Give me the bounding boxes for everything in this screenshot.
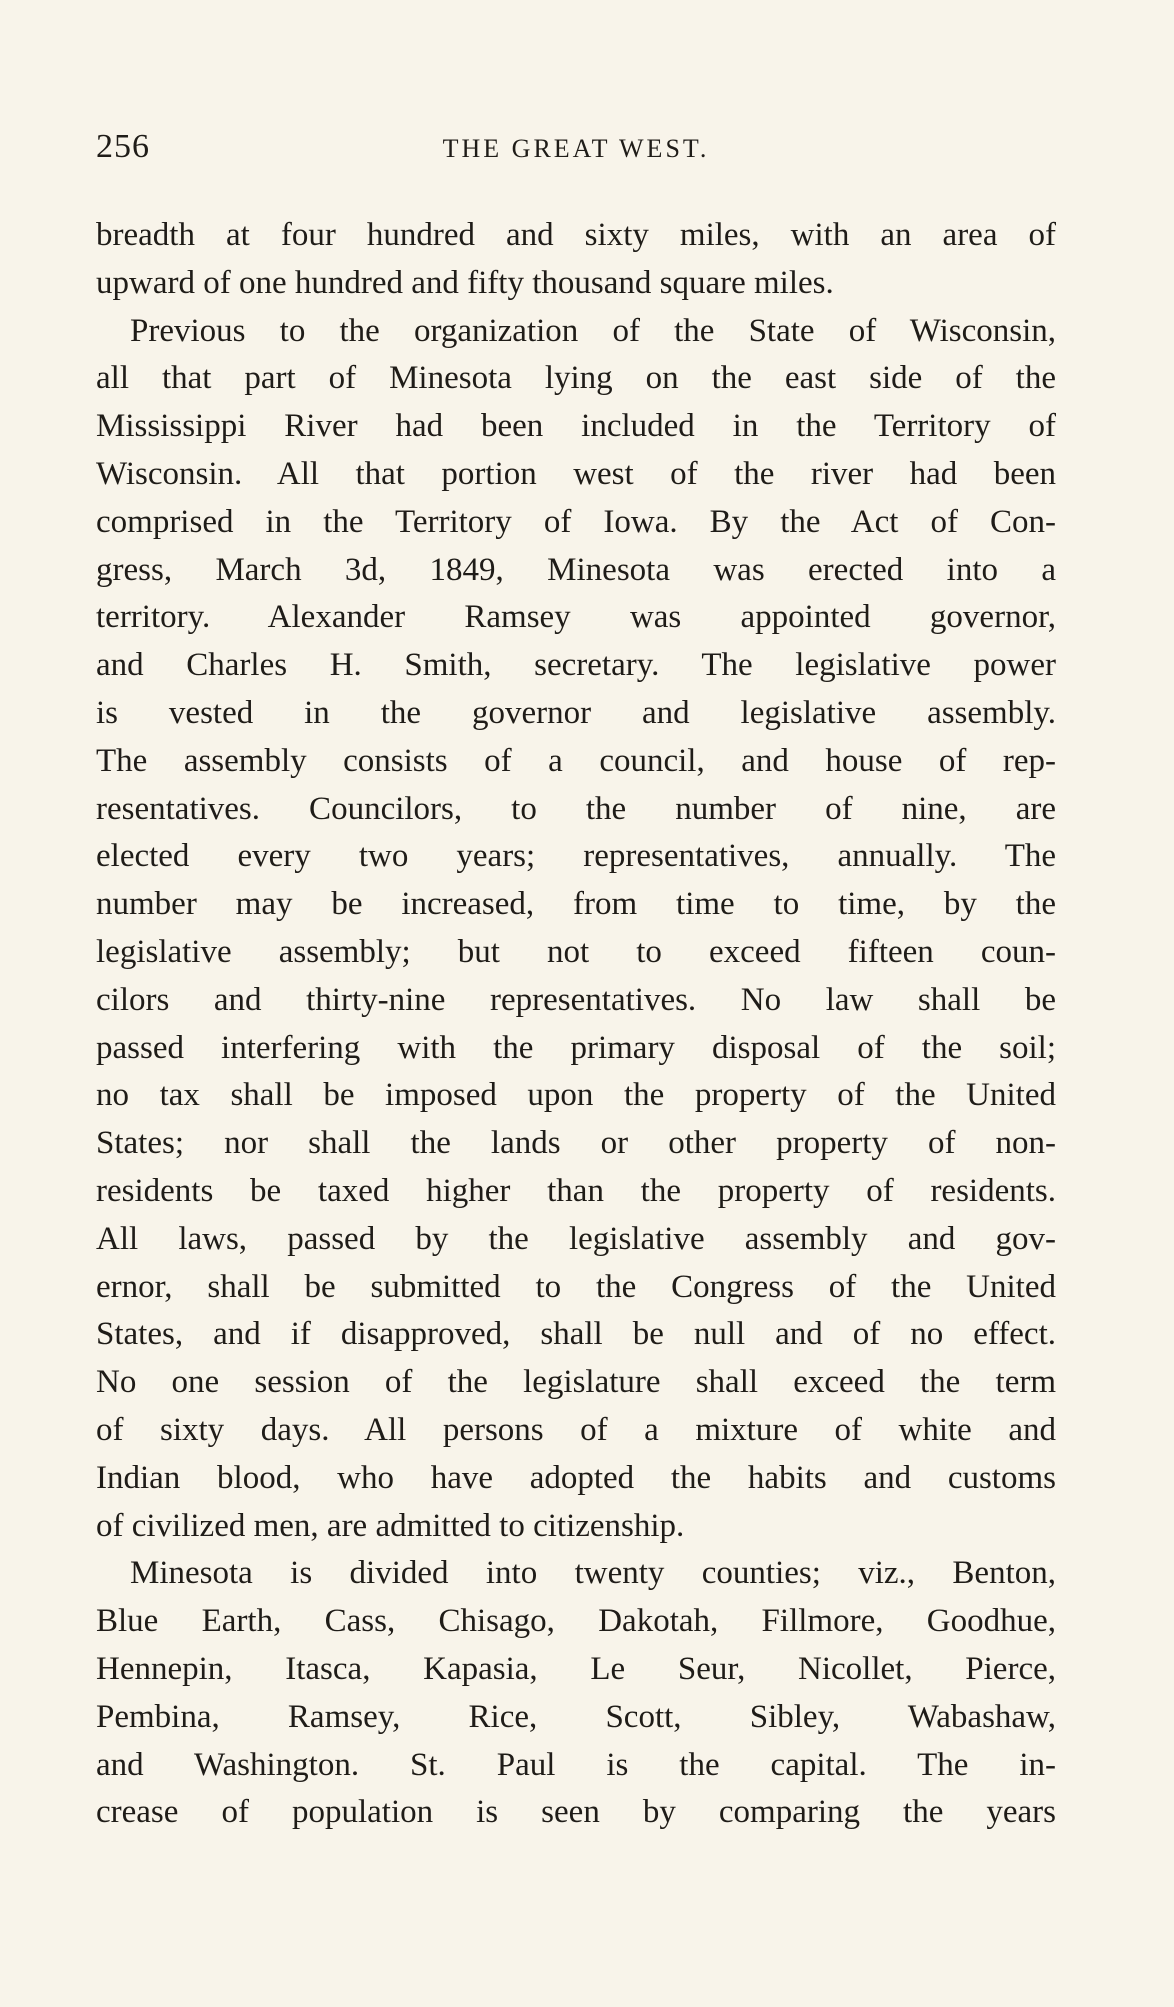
text-line: no tax shall be imposed upon the property of the United	[96, 1077, 1056, 1114]
text-line: Blue Earth, Cass, Chisago, Dakotah, Fillmore, Goodhue,	[96, 1603, 1056, 1640]
text-line: gress, March 3d, 1849, Minesota was erected into a	[96, 551, 1056, 588]
text-line: of sixty days. All persons of a mixture of white and	[96, 1411, 1056, 1448]
text-line: cilors and thirty-nine representatives. No law shall be	[96, 981, 1056, 1018]
text-line: resentatives. Councilors, to the number of nine, are	[96, 790, 1056, 827]
page-header	[96, 128, 1056, 178]
text-line: States; nor shall the lands or other property of non-	[96, 1125, 1056, 1162]
paragraph-first-line: Previous to the organization of the State of Wisconsin,	[130, 312, 1056, 349]
text-line: residents be taxed higher than the property of residents.	[96, 1172, 1056, 1209]
text-line: Pembina, Ramsey, Rice, Scott, Sibley, Wabashaw,	[96, 1698, 1056, 1735]
text-line: No one session of the legislature shall exceed the term	[96, 1364, 1056, 1401]
text-line: Indian blood, who have adopted the habits and customs	[96, 1459, 1056, 1496]
text-line: comprised in the Territory of Iowa. By the Act of Con-	[96, 503, 1056, 540]
text-line: Wisconsin. All that portion west of the river had been	[96, 455, 1056, 492]
text-line: upward of one hundred and fifty thousand square miles.	[96, 264, 834, 301]
text-line: breadth at four hundred and sixty miles, with an area of	[96, 217, 1056, 253]
text-line: Hennepin, Itasca, Kapasia, Le Seur, Nicollet, Pierce,	[96, 1650, 1056, 1687]
text-line: All laws, passed by the legislative assembly and gov-	[96, 1220, 1056, 1257]
text-line: States, and if disapproved, shall be null and of no effect.	[96, 1316, 1056, 1353]
body-text	[96, 212, 1056, 1837]
text-line: Mississippi River had been included in the Territory of	[96, 408, 1056, 445]
page-number: 256	[96, 128, 150, 165]
text-line: and Washington. St. Paul is the capital. The in-	[96, 1746, 1056, 1783]
text-line: is vested in the governor and legislative assembly.	[96, 694, 1056, 731]
running-head: THE GREAT WEST.	[442, 134, 710, 163]
text-line: The assembly consists of a council, and house of rep-	[96, 742, 1056, 779]
text-line: all that part of Minesota lying on the east side of the	[96, 360, 1056, 397]
text-line: legislative assembly; but not to exceed fifteen coun-	[96, 933, 1056, 970]
text-line: and Charles H. Smith, secretary. The legislative power	[96, 647, 1056, 684]
text-line: of civilized men, are admitted to citizenship.	[96, 1507, 685, 1544]
text-line: crease of population is seen by comparing the years	[96, 1794, 1056, 1831]
paragraph-first-line: Minesota is divided into twenty counties; viz., Benton,	[130, 1555, 1056, 1592]
text-line: territory. Alexander Ramsey was appointed governor,	[96, 599, 1056, 636]
text-line: passed interfering with the primary disposal of the soil;	[96, 1029, 1056, 1066]
text-line: ernor, shall be submitted to the Congress of the United	[96, 1268, 1056, 1305]
text-line: elected every two years; representatives, annually. The	[96, 838, 1056, 875]
text-line: number may be increased, from time to time, by the	[96, 886, 1056, 923]
